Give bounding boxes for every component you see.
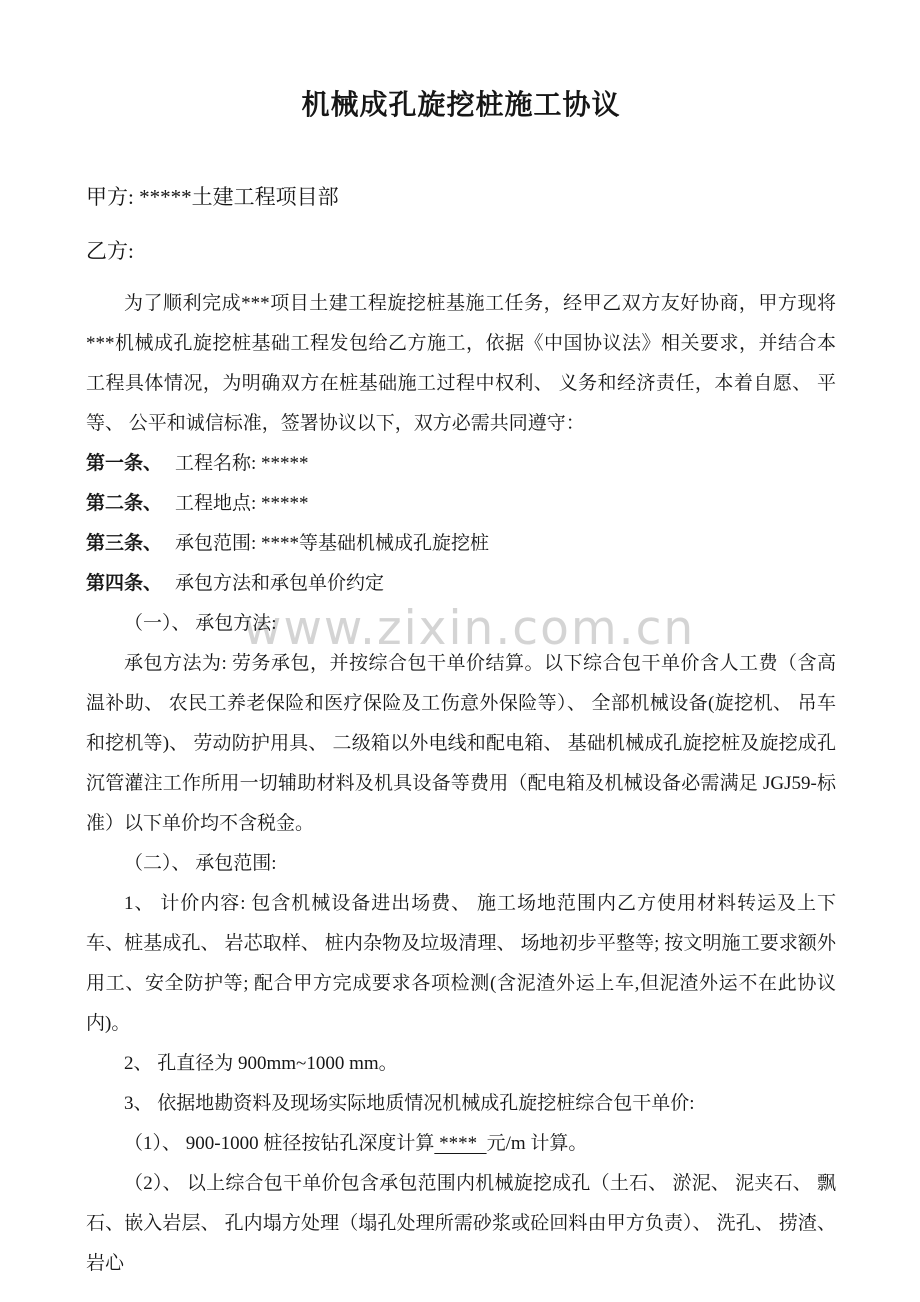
clause-2-label: 第二条、 (86, 493, 163, 514)
clause-3 (86, 524, 836, 564)
item-3-unit-price: 3、 依据地勘资料及现场实际地质情况机械成孔旋挖桩综合包干单价: (124, 1093, 695, 1114)
document-content (86, 88, 836, 1284)
clause-1-text: 工程名称: ***** (175, 453, 309, 474)
clause-4-text: 承包方法和承包单价约定 (175, 573, 385, 594)
party-a-line: 甲方: *****土建工程项目部 (86, 185, 339, 209)
sub-item-1-rate (86, 1124, 836, 1164)
item-2-hole-diameter: 2、 孔直径为 900mm~1000 mm。 (124, 1053, 398, 1074)
section-2-heading: （二）、 承包范围: (124, 853, 277, 874)
sub-item-1-blank-underline: **** (434, 1133, 487, 1154)
clause-2-text: 工程地点: ***** (175, 493, 309, 514)
section-1-paragraph: 承包方法为: 劳务承包，并按综合包干单价结算。以下综合包干单价含人工费（含高温补助、 农民工养老保险和医疗保险及工伤意外保险等）、 全部机械设备(旋挖机、 吊车和挖机等)、 劳动防护用具、 二级箱以外电线和配电箱、 基础机械成孔旋挖桩及旋挖成孔沉管灌注工作所用一切辅助材料及机具设备等费用（配电箱及机械设备必需满足 JGJ59-标准）以下单价均不含税金。 (86, 653, 836, 834)
site-watermark: www.zixin.com.cn (243, 601, 696, 656)
section-1-heading: （一）、 承包方法: (124, 613, 277, 634)
clause-4 (86, 564, 836, 604)
document-title: 机械成孔旋挖桩施工协议 (301, 90, 621, 121)
intro-paragraph: 为了顺利完成***项目土建工程旋挖桩基施工任务，经甲乙双方友好协商，甲方现将***机械成孔旋挖桩基础工程发包给乙方施工，依据《中国协议法》相关要求，并结合本工程具体情况，为明确双方在桩基础施工过程中权利、 义务和经济责任，本着自愿、 平等、 公平和诚信标准，签署协议以下，双方必需共同遵守： (86, 293, 836, 434)
clause-1-label: 第一条、 (86, 453, 163, 474)
clause-3-label: 第三条、 (86, 533, 163, 554)
clause-1 (86, 444, 836, 484)
party-b-line: 乙方: (86, 239, 134, 263)
clause-2 (86, 484, 836, 524)
sub-item-1-suffix: 元/m 计算。 (486, 1133, 588, 1154)
sub-item-2-scope: （2）、 以上综合包干单价包含承包范围内机械旋挖成孔（土石、 淤泥、 泥夹石、 飘石、嵌入岩层、 孔内塌方处理（塌孔处理所需砂浆或砼回料由甲方负责）、 洗孔、 捞渣、 岩心 (86, 1173, 836, 1274)
clause-3-text: 承包范围: ****等基础机械成孔旋挖桩 (175, 533, 490, 554)
clause-4-label: 第四条、 (86, 573, 163, 594)
sub-item-1-prefix: （1）、 900-1000 桩径按钻孔深度计算 (124, 1133, 435, 1154)
item-1-pricing-content: 1、 计价内容: 包含机械设备进出场费、 施工场地范围内乙方使用材料转运及上下车、桩基成孔、 岩芯取样、 桩内杂物及垃圾清理、 场地初步平整等; 按文明施工要求额外用工、安全防护等; 配合甲方完成要求各项检测(含泥渣外运上车,但泥渣外运不在此协议内)。 (86, 893, 836, 1034)
